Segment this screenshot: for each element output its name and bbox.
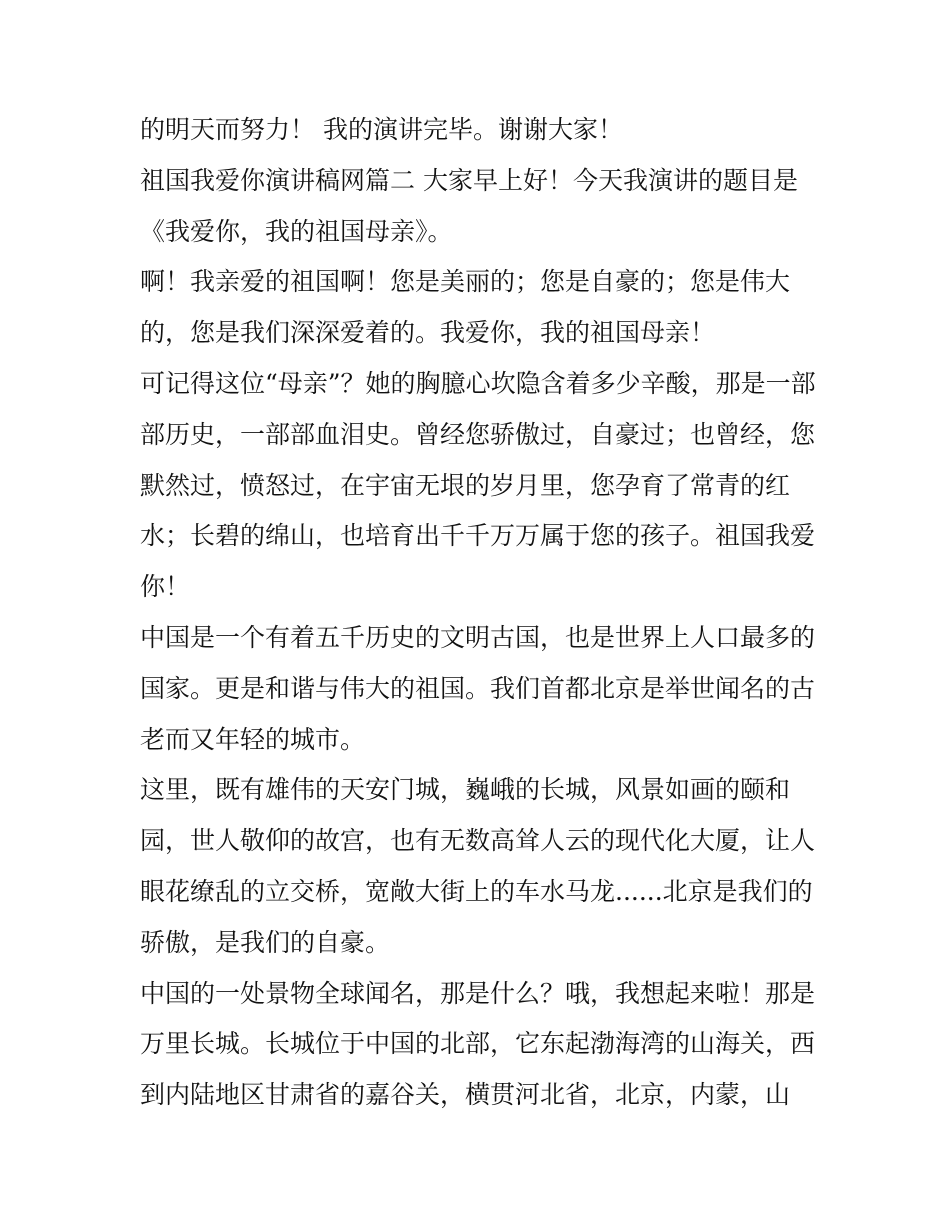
text-line: 《我爱你，我的祖国母亲》。: [140, 216, 453, 246]
text-line: 的明天而努力！ 我的演讲完毕。谢谢大家！: [140, 115, 623, 144]
text-line: 部历史，一部部血泪史。曾经您骄傲过，自豪过；也曾经，您: [140, 419, 816, 449]
text-line: 你！: [140, 572, 191, 602]
text-line: 可记得这位“母亲”？她的胸臆心坎隐含着多少辛酸，那是一部: [140, 368, 816, 398]
text-line: 啊！我亲爱的祖国啊！您是美丽的；您是自豪的；您是伟大: [140, 267, 791, 297]
text-line: 的，您是我们深深爱着的。我爱你，我的祖国母亲！: [140, 318, 716, 348]
text-line: 中国是一个有着五千历史的文明古国，也是世界上人口最多的: [140, 622, 816, 652]
text-line: 老而又年轻的城市。: [140, 724, 366, 754]
text-line: 眼花缭乱的立交桥，宽敞大街上的车水马龙......北京是我们的: [140, 876, 813, 906]
text-line: 骄傲，是我们的自豪。: [140, 927, 391, 957]
text-line: 水；长碧的绵山，也培育出千千万万属于您的孩子。祖国我爱: [140, 521, 816, 551]
text-line: 默然过，愤怒过，在宇宙无垠的岁月里，您孕育了常青的红: [140, 470, 791, 500]
text-line: 万里长城。长城位于中国的北部，它东起渤海湾的山海关，西: [140, 1029, 816, 1059]
body-text: [140, 110, 820, 1126]
text-line: 国家。更是和谐与伟大的祖国。我们首都北京是举世闻名的古: [140, 673, 816, 703]
text-line: 这里，既有雄伟的天安门城，巍峨的长城，风景如画的颐和: [140, 775, 791, 805]
text-line: 到内陆地区甘肃省的嘉谷关，横贯河北省，北京，内蒙，山: [140, 1080, 791, 1110]
text-line: 园，世人敬仰的故宫，也有无数高耸人云的现代化大厦，让人: [140, 826, 816, 856]
text-line: 祖国我爱你演讲稿网篇二 大家早上好！今天我演讲的题目是: [140, 165, 798, 195]
text-line: 中国的一处景物全球闻名，那是什么？哦，我想起来啦！那是: [140, 978, 816, 1008]
